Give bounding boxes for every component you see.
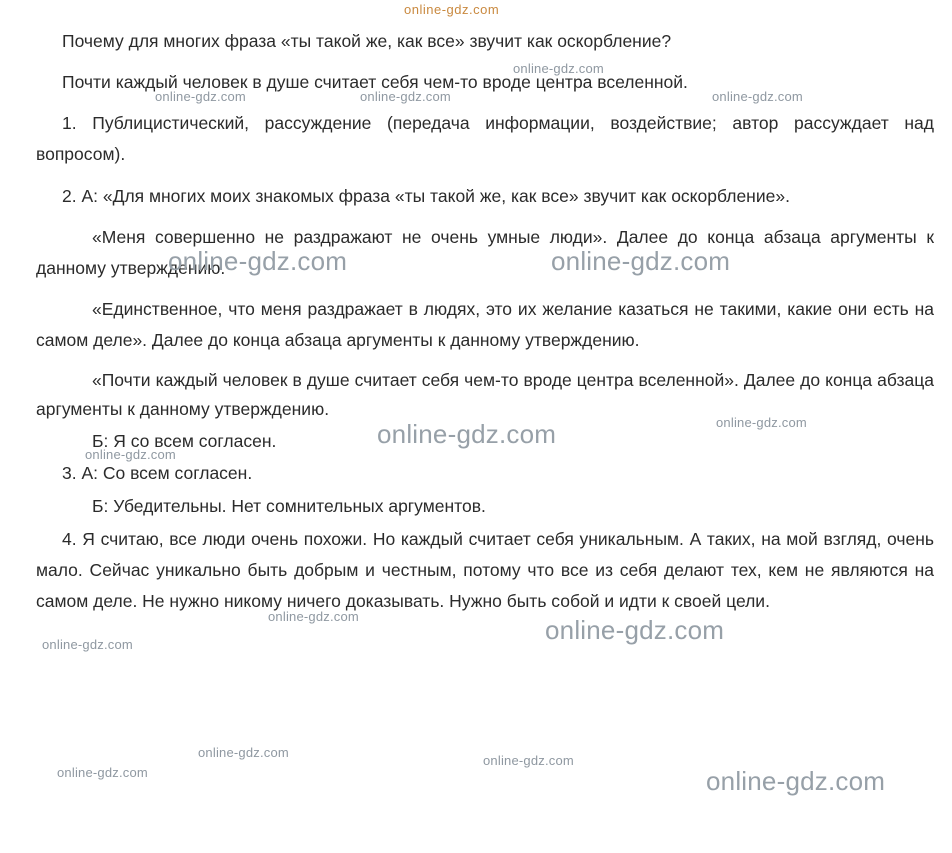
watermark: online-gdz.com	[360, 89, 451, 104]
watermark: online-gdz.com	[57, 765, 148, 780]
paragraph-item-2: 2. А: «Для многих моих знакомых фраза «ты такой же, как все» звучит как оскорбление».	[62, 185, 790, 206]
watermark: online-gdz.com	[513, 61, 604, 76]
watermark: online-gdz.com	[155, 89, 246, 104]
paragraph-reply-b-2: Б: Убедительны. Нет сомнительных аргументов.	[92, 495, 486, 516]
paragraph-reply-b-1: Б: Я со всем согласен.	[92, 430, 277, 451]
watermark: online-gdz.com	[716, 415, 807, 430]
watermark: online-gdz.com	[706, 766, 886, 796]
paragraph-item-1: 1. Публицистический, рассуждение (передача информации, воздействие; автор рассуждает над вопросом).	[36, 113, 934, 165]
watermark: online-gdz.com	[377, 419, 557, 449]
paragraph-item-3: 3. А: Со всем согласен.	[62, 463, 253, 484]
watermark: online-gdz.com	[712, 89, 803, 104]
watermark: online-gdz.com	[268, 609, 359, 624]
watermark: online-gdz.com	[168, 246, 348, 276]
watermark: online-gdz.com	[551, 246, 731, 276]
paragraph-quote-2: «Единственное, что меня раздражает в людях, это их желание казаться не такими, какие они есть на самом деле». Далее до конца абзаца аргументы к данному утверждению.	[36, 298, 934, 351]
paragraph-question: Почему для многих фраза «ты такой же, как все» звучит как оскорбление?	[62, 31, 672, 51]
paragraph-quote-3: «Почти каждый человек в душе считает себя чем-то вроде центра вселенной». Далее до конца абзаца аргументы к данному утверждению.	[36, 370, 934, 419]
paragraph-quote-1: «Меня совершенно не раздражают не очень умные люди». Далее до конца абзаца аргументы к данному утверждению.	[36, 226, 934, 278]
watermark: online-gdz.com	[198, 745, 289, 760]
watermark: online-gdz.com	[483, 753, 574, 768]
paragraph-thesis: Почти каждый человек в душе считает себя чем-то вроде центра вселенной.	[62, 72, 688, 93]
paragraph-item-4: 4. Я считаю, все люди очень похожи. Но каждый считает себя уникальным. А таких, на мой взгляд, очень мало. Сейчас уникально быть добрым и честным, потому что все из себя делают тех, кем не являются на самом деле. Не нужно никому ничего доказывать. Нужно быть собой и идти к своей цели.	[36, 528, 934, 612]
watermark: online-gdz.com	[85, 447, 176, 462]
watermark: online-gdz.com	[42, 637, 133, 652]
watermark-top: online-gdz.com	[404, 2, 500, 17]
watermark: online-gdz.com	[545, 615, 725, 645]
